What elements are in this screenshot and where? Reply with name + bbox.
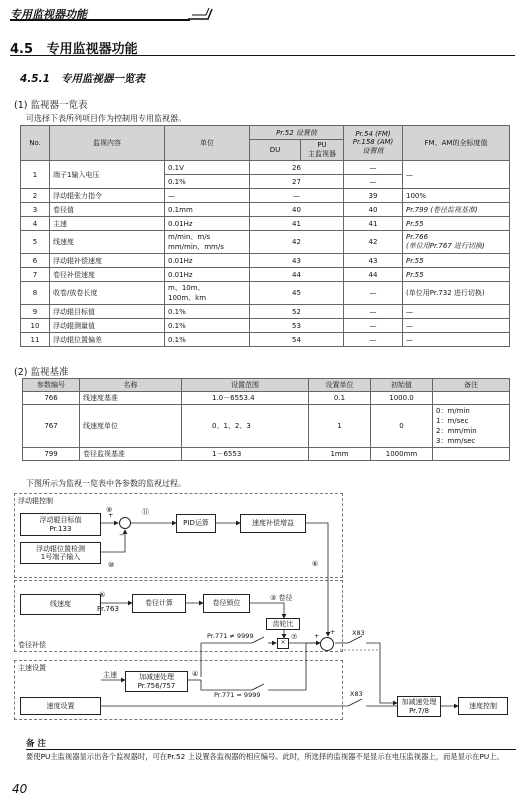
table-cell: 7 bbox=[21, 268, 50, 282]
zone-wind-label: 卷径补偿 bbox=[18, 641, 46, 649]
diameter-hold-box: 卷径锁位 bbox=[203, 594, 250, 613]
table-cell: — bbox=[344, 333, 403, 347]
table-cell: 2 bbox=[21, 189, 50, 203]
note-rule bbox=[26, 749, 516, 750]
table-cell: 40 bbox=[250, 203, 344, 217]
speed-control-box: 速度控制 bbox=[458, 697, 508, 715]
table-cell: Pr.55 bbox=[403, 217, 510, 231]
table-cell: 4 bbox=[21, 217, 50, 231]
gear-ratio-box: 齿轮比 bbox=[266, 618, 300, 630]
table-cell: 44 bbox=[250, 268, 344, 282]
marker-9: ⑨ bbox=[106, 506, 113, 514]
sign-plus-2: + bbox=[314, 632, 320, 640]
col-unit: 单位 bbox=[165, 126, 250, 161]
marker-4: ④ bbox=[192, 670, 199, 678]
table-cell: 41 bbox=[250, 217, 344, 231]
table-cell: 0.1% bbox=[165, 305, 250, 319]
marker-11: ⑪ bbox=[142, 508, 149, 516]
note-title: 备 注 bbox=[26, 739, 46, 749]
note-text: 要使PU主监视器显示出各个监视器时，可在Pr.52 上设置各监视器的相应编号。此时，所选择的监视器不是显示在电压监视器上，而是显示在PU上。 bbox=[26, 752, 504, 761]
dancer-position-box: 浮动辊位置检测 1号端子输入 bbox=[20, 542, 101, 564]
table-cell: — bbox=[344, 319, 403, 333]
diagram-intro: 下图所示为监视一览表中各参数的监视过程。 bbox=[26, 479, 186, 488]
zone-main-label: 主速设置 bbox=[18, 664, 46, 672]
table-cell: — bbox=[403, 319, 510, 333]
table-cell: 39 bbox=[344, 189, 403, 203]
marker-6: ⑥ bbox=[312, 560, 319, 568]
table-cell: 0.01Hz bbox=[165, 217, 250, 231]
col-no: No. bbox=[21, 126, 50, 161]
table-cell: 44 bbox=[344, 268, 403, 282]
table-cell: 0.1 bbox=[309, 392, 371, 405]
table-cell: Pr.55 bbox=[403, 254, 510, 268]
table-header: 备注 bbox=[433, 379, 510, 392]
table-cell: 浮动辊位置偏差 bbox=[50, 333, 165, 347]
table-cell: 0.1mm bbox=[165, 203, 250, 217]
x83-label-2: X83 bbox=[350, 690, 363, 698]
table-cell: m、10m、 100m、km bbox=[165, 282, 250, 305]
table-cell: 0 bbox=[371, 405, 433, 448]
sign-plus-3: + bbox=[330, 628, 336, 636]
table-cell: 卷径补偿速度 bbox=[50, 268, 165, 282]
sum-junction-2 bbox=[320, 637, 334, 651]
col-pr54: Pr.54 (FM) Pr.158 (AM) 设置值 bbox=[344, 126, 403, 161]
marker-7: ⑦ bbox=[291, 633, 298, 641]
table-header: 初始值 bbox=[371, 379, 433, 392]
table-cell: 766 bbox=[23, 392, 80, 405]
sum-junction-1 bbox=[119, 517, 131, 529]
pid-box: PID运算 bbox=[176, 514, 216, 533]
table-cell: 1000mm bbox=[371, 448, 433, 461]
table-cell: 54 bbox=[250, 333, 344, 347]
table-cell: — bbox=[165, 189, 250, 203]
table-cell: 1－6553 bbox=[182, 448, 309, 461]
table-cell: 浮动辊张力指令 bbox=[50, 189, 165, 203]
speed-setting-box: 速度设置 bbox=[20, 697, 101, 715]
table-cell: 收卷/放卷长度 bbox=[50, 282, 165, 305]
table-cell: 41 bbox=[344, 217, 403, 231]
part1-heading: (1) 监视器一览表 bbox=[14, 100, 88, 111]
table-cell: 0.01Hz bbox=[165, 254, 250, 268]
table-cell: 1 bbox=[309, 405, 371, 448]
col-pu: PU 主监视器 bbox=[301, 140, 344, 161]
table-cell: 浮动辊目标值 bbox=[50, 305, 165, 319]
x83-label-1: X83 bbox=[352, 629, 365, 637]
line-speed-box: 线速度 bbox=[20, 594, 101, 615]
table-cell: 0、1、2、3 bbox=[182, 405, 309, 448]
accel-decel-box-2: 加减速处理 Pr.7/8 bbox=[397, 696, 441, 717]
table-cell: 43 bbox=[250, 254, 344, 268]
sign-plus-1: + bbox=[108, 511, 114, 519]
table-header: 设置范围 bbox=[182, 379, 309, 392]
table-cell: 45 bbox=[250, 282, 344, 305]
table-cell: 10 bbox=[21, 319, 50, 333]
table-cell: — bbox=[403, 161, 510, 189]
table-cell: — bbox=[344, 161, 403, 175]
table-cell: 0.1% bbox=[165, 333, 250, 347]
sign-minus-1: − bbox=[119, 531, 125, 539]
table-cell: 767 bbox=[23, 405, 80, 448]
marker-10: ⑩ bbox=[108, 561, 115, 569]
table-cell: 端子1输入电压 bbox=[50, 161, 165, 189]
table-cell: 0.1V bbox=[165, 161, 250, 175]
col-pr52: Pr.52 设置值 bbox=[250, 126, 344, 140]
table-cell: m/min、m/s mm/min、mm/s bbox=[165, 231, 250, 254]
zone-dancer-label: 浮动辊控制 bbox=[18, 497, 53, 505]
table-cell: — bbox=[344, 305, 403, 319]
main-speed-label: 主速 bbox=[103, 671, 117, 679]
col-fullscale: FM、AM的全标度值 bbox=[403, 126, 510, 161]
table-cell: 26 bbox=[250, 161, 344, 175]
table-header: 设置单位 bbox=[309, 379, 371, 392]
dancer-target-box: 浮动辊目标值 Pr.133 bbox=[20, 513, 101, 536]
table-cell: — bbox=[344, 175, 403, 189]
table-cell: 799 bbox=[23, 448, 80, 461]
table-cell: 1000.0 bbox=[371, 392, 433, 405]
table-cell: — bbox=[403, 333, 510, 347]
table-header: 参数编号 bbox=[23, 379, 80, 392]
table-cell: 53 bbox=[250, 319, 344, 333]
table-cell: 8 bbox=[21, 282, 50, 305]
table-cell: 浮动辊补偿速度 bbox=[50, 254, 165, 268]
table-cell: 0：m/min 1：m/sec 2：mm/min 3：mm/sec bbox=[433, 405, 510, 448]
part1-intro: 可选择下表所列项目作为控制用专用监视器。 bbox=[26, 114, 186, 123]
col-content: 监视内容 bbox=[50, 126, 165, 161]
table-cell: Pr.766 (单位用Pr.767 进行切换) bbox=[403, 231, 510, 254]
speed-comp-gain-box: 速度补偿增益 bbox=[240, 514, 306, 533]
table-cell: Pr.799 (卷径监视基准) bbox=[403, 203, 510, 217]
table-cell: 9 bbox=[21, 305, 50, 319]
table-cell: 52 bbox=[250, 305, 344, 319]
marker-5: ⑤ bbox=[99, 591, 106, 599]
table-header: 名称 bbox=[80, 379, 182, 392]
table-cell: 1mm bbox=[309, 448, 371, 461]
part2-heading: (2) 监视基准 bbox=[14, 367, 69, 378]
table-cell: — bbox=[403, 305, 510, 319]
table-cell: 3 bbox=[21, 203, 50, 217]
pr771-eq-9999: Pr.771 = 9999 bbox=[214, 691, 261, 699]
table-cell: 线速度单位 bbox=[80, 405, 182, 448]
table-cell: 0.1% bbox=[165, 319, 250, 333]
line-speed-pr: Pr.763 bbox=[97, 605, 119, 613]
col-du: DU bbox=[250, 140, 301, 161]
table-cell: 主速 bbox=[50, 217, 165, 231]
page-number: 40 bbox=[12, 782, 28, 796]
table-cell: Pr.55 bbox=[403, 268, 510, 282]
table-cell: 42 bbox=[250, 231, 344, 254]
section-title: 4.5 专用监视器功能 bbox=[10, 42, 138, 57]
table-cell: — bbox=[344, 282, 403, 305]
table-cell: 线速度基准 bbox=[80, 392, 182, 405]
table-cell: 1.0－6553.4 bbox=[182, 392, 309, 405]
table-cell: 线速度 bbox=[50, 231, 165, 254]
table-cell: 42 bbox=[344, 231, 403, 254]
table-cell: 卷径值 bbox=[50, 203, 165, 217]
multiplier-box: × bbox=[277, 638, 289, 649]
table-cell: (单位用Pr.732 进行切换) bbox=[403, 282, 510, 305]
table-cell: 6 bbox=[21, 254, 50, 268]
table-cell: 27 bbox=[250, 175, 344, 189]
table-cell: 100% bbox=[403, 189, 510, 203]
table-cell: 0.01Hz bbox=[165, 268, 250, 282]
table-cell: 0.1% bbox=[165, 175, 250, 189]
table-cell: 5 bbox=[21, 231, 50, 254]
table-cell: 浮动辊测量值 bbox=[50, 319, 165, 333]
table-cell: — bbox=[250, 189, 344, 203]
table-cell: 40 bbox=[344, 203, 403, 217]
diameter-calc-box: 卷径计算 bbox=[132, 594, 186, 613]
table-cell: 11 bbox=[21, 333, 50, 347]
running-header: 专用监视器功能 bbox=[10, 8, 87, 21]
marker-3: ③ 卷径 bbox=[270, 594, 293, 602]
accel-decel-box-1: 加减速处理 Pr.756/757 bbox=[125, 671, 188, 692]
table-cell: 1 bbox=[21, 161, 50, 189]
table-cell: 卷径监视基准 bbox=[80, 448, 182, 461]
pr771-not-9999: Pr.771 ≠ 9999 bbox=[207, 632, 254, 640]
subsection-title: 4.5.1 专用监视器一览表 bbox=[20, 73, 145, 85]
table-cell: 43 bbox=[344, 254, 403, 268]
